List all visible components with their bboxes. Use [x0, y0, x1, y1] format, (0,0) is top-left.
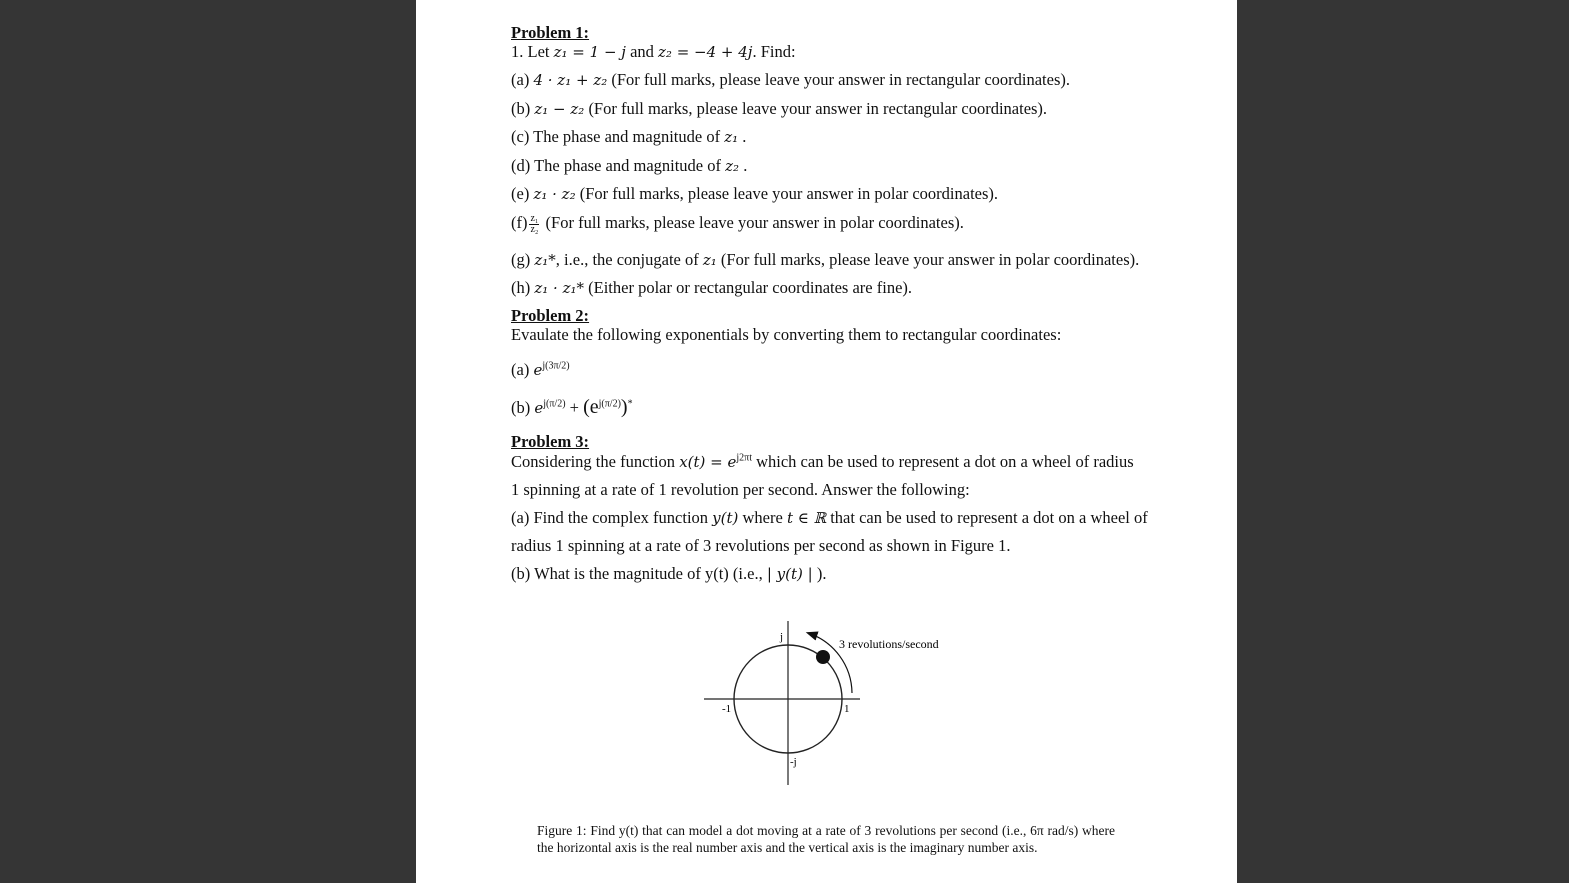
unit-circle-figure [696, 615, 956, 790]
label-neg-one: -1 [722, 703, 732, 715]
problem3-part-b: (b) What is the magnitude of y(t) (i.e., | y(t) | ). [511, 564, 827, 583]
problem3-line2: 1 spinning at a rate of 1 revolution per second. Answer the following: [511, 480, 970, 499]
problem3-heading: Problem 3: [511, 432, 590, 451]
problem2-heading: Problem 2: [511, 306, 590, 325]
z2-definition: z₂ = −4 + 4j [658, 43, 753, 61]
label-neg-j: -j [790, 756, 797, 768]
fraction-z1-over-z2: $\frac{\text{z₁}}{\text{z₂}}$ [530, 212, 539, 235]
label-one: 1 [844, 703, 850, 715]
problem3-part-a: (a) Find the complex function y(t) where t ∈ ℝ that can be used to represent a dot on a wheel of [511, 508, 1148, 527]
problem1-part-g: (g) z₁*, i.e., the conjugate of z₁ (For full marks, please leave your answer in polar coordinates). [511, 250, 1140, 269]
problem1-heading: Problem 1: [511, 23, 590, 42]
problem3-part-a-line2: radius 1 spinning at a rate of 3 revolutions per second as shown in Figure 1. [511, 536, 1011, 555]
rate-label: 3 revolutions/second [839, 637, 939, 651]
problem1-part-f: (f) $\frac{\text{z₁}}{\text{z₂}}$ (For full marks, please leave your answer in polar coordinates). [511, 212, 964, 235]
problem1-part-c: (c) The phase and magnitude of z₁ . [511, 127, 747, 146]
problem2-part-a: (a) $e^{j(3\pi/2)}$ [511, 360, 570, 379]
problem3-line1: Considering the function $x(t) = e^{j2\pi t}$ which can be used to represent a dot on a wheel of radius [511, 452, 1134, 471]
label-j: j [780, 631, 784, 643]
figure-caption: Figure 1: Find y(t) that can model a dot moving at a rate of 3 revolutions per second (i.e., 6π rad/s) where the horizontal axis is the real number axis and the vertical axis is the imaginary number axis. [537, 823, 1115, 855]
document-page [416, 0, 1237, 883]
problem1-part-b: (b) z₁ − z₂ (For full marks, please leave your answer in rectangular coordinates). [511, 99, 1048, 118]
problem2-intro: Evaulate the following exponentials by converting them to rectangular coordinates: [511, 325, 1062, 344]
problem1-intro: 1. Let z₁ = 1 − j and z₂ = −4 + 4j. Find: [511, 42, 796, 61]
problem1-part-a: (a) 4 · z₁ + z₂ (For full marks, please leave your answer in rectangular coordinates). [511, 70, 1070, 89]
problem2-part-b: (b) $e^{j(\pi/2)} + (e^{j(\pi/2)})^*$ [511, 396, 633, 418]
spinning-dot [816, 650, 830, 664]
problem1-part-e: (e) z₁ · z₂ (For full marks, please leave your answer in polar coordinates). [511, 184, 999, 203]
problem1-part-d: (d) The phase and magnitude of z₂ . [511, 156, 748, 175]
z1-definition: z₁ = 1 − j [553, 43, 626, 61]
problem1-part-h: (h) z₁ · z₁* (Either polar or rectangular coordinates are fine). [511, 278, 913, 297]
